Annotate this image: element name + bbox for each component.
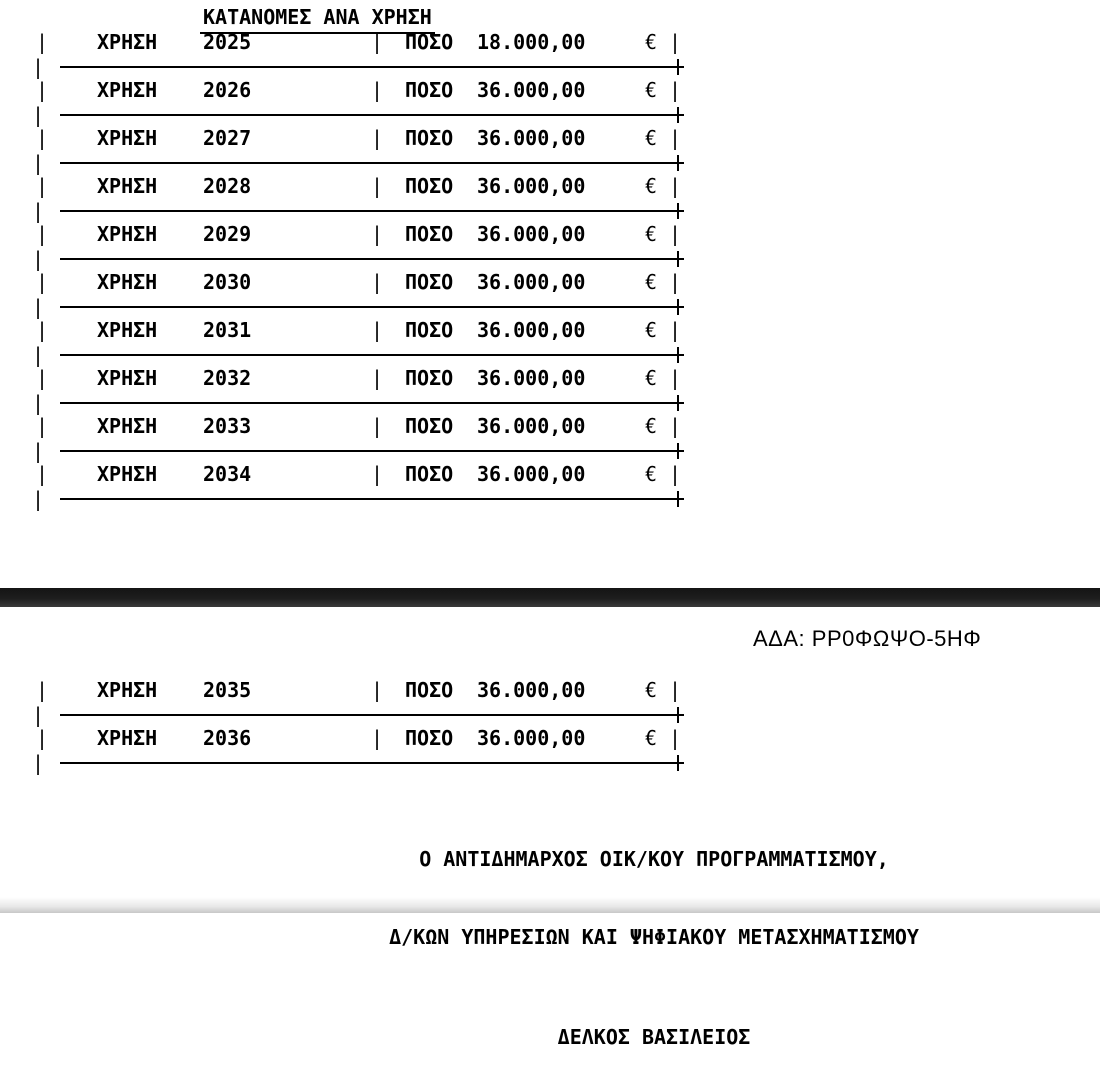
amount-value: 36.000,00 bbox=[477, 126, 586, 150]
column-divider: | bbox=[371, 462, 384, 486]
column-divider: | bbox=[371, 318, 384, 342]
euro-currency-symbol: € bbox=[645, 678, 658, 702]
table-row bbox=[0, 360, 1100, 415]
euro-currency-symbol: € bbox=[645, 174, 658, 198]
year-value: 2027 bbox=[203, 126, 252, 150]
separator-left-border: | bbox=[32, 151, 45, 175]
amount-value: 36.000,00 bbox=[477, 414, 586, 438]
row-separator-line bbox=[60, 402, 684, 404]
row-left-border: | bbox=[36, 222, 49, 246]
separator-left-border: | bbox=[32, 247, 45, 271]
year-value: 2029 bbox=[203, 222, 252, 246]
separator-left-border: | bbox=[32, 391, 45, 415]
table-row bbox=[0, 672, 1100, 727]
row-left-border: | bbox=[36, 726, 49, 750]
row-separator-line bbox=[60, 66, 684, 68]
year-label: ΧΡΗΣΗ bbox=[97, 78, 158, 102]
allocation-table-page1 bbox=[0, 24, 1100, 511]
year-value: 2025 bbox=[203, 30, 252, 54]
euro-currency-symbol: € bbox=[645, 414, 658, 438]
row-right-border: | bbox=[669, 462, 682, 486]
row-right-border: | bbox=[669, 222, 682, 246]
amount-label: ΠΟΣΟ bbox=[405, 270, 454, 294]
euro-currency-symbol: € bbox=[645, 462, 658, 486]
signature-block bbox=[204, 794, 1100, 1076]
year-value: 2032 bbox=[203, 366, 252, 390]
amount-label: ΠΟΣΟ bbox=[405, 30, 454, 54]
separator-left-border: | bbox=[32, 199, 45, 223]
row-right-border: | bbox=[669, 318, 682, 342]
table-title: ΚΑΤΑΝΟΜΕΣ ΑΝΑ ΧΡΗΣΗ bbox=[200, 5, 435, 34]
row-separator-line bbox=[60, 306, 684, 308]
column-divider: | bbox=[371, 174, 384, 198]
row-right-border: | bbox=[669, 78, 682, 102]
amount-label: ΠΟΣΟ bbox=[405, 78, 454, 102]
year-value: 2031 bbox=[203, 318, 252, 342]
amount-label: ΠΟΣΟ bbox=[405, 222, 454, 246]
year-label: ΧΡΗΣΗ bbox=[97, 126, 158, 150]
year-value: 2036 bbox=[203, 726, 252, 750]
table-row bbox=[0, 120, 1100, 175]
separator-end-tick bbox=[677, 491, 679, 507]
amount-label: ΠΟΣΟ bbox=[405, 462, 454, 486]
amount-value: 36.000,00 bbox=[477, 318, 586, 342]
separator-left-border: | bbox=[32, 103, 45, 127]
amount-label: ΠΟΣΟ bbox=[405, 414, 454, 438]
row-right-border: | bbox=[669, 174, 682, 198]
row-right-border: | bbox=[669, 366, 682, 390]
row-separator-line bbox=[60, 762, 684, 764]
year-label: ΧΡΗΣΗ bbox=[97, 462, 158, 486]
euro-currency-symbol: € bbox=[645, 78, 658, 102]
column-divider: | bbox=[371, 270, 384, 294]
amount-label: ΠΟΣΟ bbox=[405, 318, 454, 342]
row-right-border: | bbox=[669, 726, 682, 750]
table-row bbox=[0, 456, 1100, 511]
table-row bbox=[0, 408, 1100, 463]
row-left-border: | bbox=[36, 462, 49, 486]
separator-left-border: | bbox=[32, 343, 45, 367]
amount-value: 36.000,00 bbox=[477, 726, 586, 750]
signature-name: ΔΕΛΚΟΣ ΒΑΣΙΛΕΙΟΣ bbox=[557, 1025, 751, 1049]
signature-title-line1: Ο ΑΝΤΙΔΗΜΑΡΧΟΣ ΟΙΚ/ΚΟΥ ΠΡΟΓΡΑΜΜΑΤΙΣΜΟΥ, bbox=[419, 847, 889, 871]
row-separator-line bbox=[60, 162, 684, 164]
amount-value: 36.000,00 bbox=[477, 366, 586, 390]
separator-left-border: | bbox=[32, 295, 45, 319]
amount-value: 36.000,00 bbox=[477, 222, 586, 246]
row-separator-line bbox=[60, 354, 684, 356]
column-divider: | bbox=[371, 414, 384, 438]
year-label: ΧΡΗΣΗ bbox=[97, 30, 158, 54]
year-value: 2035 bbox=[203, 678, 252, 702]
page-divider-bar bbox=[0, 588, 1100, 607]
year-value: 2033 bbox=[203, 414, 252, 438]
euro-currency-symbol: € bbox=[645, 318, 658, 342]
amount-value: 36.000,00 bbox=[477, 174, 586, 198]
separator-left-border: | bbox=[32, 439, 45, 463]
year-label: ΧΡΗΣΗ bbox=[97, 318, 158, 342]
euro-currency-symbol: € bbox=[645, 366, 658, 390]
table-row bbox=[0, 24, 1100, 79]
year-label: ΧΡΗΣΗ bbox=[97, 678, 158, 702]
amount-value: 18.000,00 bbox=[477, 30, 586, 54]
row-separator-line bbox=[60, 210, 684, 212]
allocation-table-page2 bbox=[0, 672, 1100, 775]
table-row bbox=[0, 216, 1100, 271]
amount-label: ΠΟΣΟ bbox=[405, 726, 454, 750]
year-label: ΧΡΗΣΗ bbox=[97, 174, 158, 198]
column-divider: | bbox=[371, 222, 384, 246]
amount-value: 36.000,00 bbox=[477, 270, 586, 294]
separator-left-border: | bbox=[32, 487, 45, 511]
amount-label: ΠΟΣΟ bbox=[405, 174, 454, 198]
column-divider: | bbox=[371, 726, 384, 750]
year-value: 2034 bbox=[203, 462, 252, 486]
row-left-border: | bbox=[36, 30, 49, 54]
separator-left-border: | bbox=[32, 751, 45, 775]
row-left-border: | bbox=[36, 678, 49, 702]
row-right-border: | bbox=[669, 270, 682, 294]
year-label: ΧΡΗΣΗ bbox=[97, 366, 158, 390]
euro-currency-symbol: € bbox=[645, 30, 658, 54]
year-value: 2030 bbox=[203, 270, 252, 294]
row-separator-line bbox=[60, 498, 684, 500]
separator-end-tick bbox=[677, 755, 679, 771]
row-left-border: | bbox=[36, 414, 49, 438]
amount-label: ΠΟΣΟ bbox=[405, 678, 454, 702]
table-row bbox=[0, 264, 1100, 319]
signature-title-line2: Δ/ΚΩΝ ΥΠΗΡΕΣΙΩΝ ΚΑΙ ΨΗΦΙΑΚΟΥ ΜΕΤΑΣΧΗΜΑΤΙΣΜΟΥ bbox=[389, 925, 919, 949]
row-right-border: | bbox=[669, 30, 682, 54]
row-separator-line bbox=[60, 114, 684, 116]
amount-label: ΠΟΣΟ bbox=[405, 126, 454, 150]
table-row bbox=[0, 312, 1100, 367]
row-right-border: | bbox=[669, 126, 682, 150]
table-row bbox=[0, 720, 1100, 775]
table-row bbox=[0, 72, 1100, 127]
amount-value: 36.000,00 bbox=[477, 678, 586, 702]
row-left-border: | bbox=[36, 126, 49, 150]
row-separator-line bbox=[60, 258, 684, 260]
row-left-border: | bbox=[36, 318, 49, 342]
separator-left-border: | bbox=[32, 703, 45, 727]
year-label: ΧΡΗΣΗ bbox=[97, 726, 158, 750]
ada-reference: ΑΔΑ: ΡΡ0ΦΩΨΟ-5ΗΦ bbox=[753, 626, 982, 651]
year-value: 2028 bbox=[203, 174, 252, 198]
euro-currency-symbol: € bbox=[645, 726, 658, 750]
row-separator-line bbox=[60, 450, 684, 452]
row-right-border: | bbox=[669, 678, 682, 702]
year-label: ΧΡΗΣΗ bbox=[97, 270, 158, 294]
row-left-border: | bbox=[36, 270, 49, 294]
row-left-border: | bbox=[36, 78, 49, 102]
amount-value: 36.000,00 bbox=[477, 78, 586, 102]
column-divider: | bbox=[371, 678, 384, 702]
amount-label: ΠΟΣΟ bbox=[405, 366, 454, 390]
euro-currency-symbol: € bbox=[645, 126, 658, 150]
year-label: ΧΡΗΣΗ bbox=[97, 414, 158, 438]
amount-value: 36.000,00 bbox=[477, 462, 586, 486]
year-label: ΧΡΗΣΗ bbox=[97, 222, 158, 246]
column-divider: | bbox=[371, 366, 384, 390]
column-divider: | bbox=[371, 78, 384, 102]
table-row bbox=[0, 168, 1100, 223]
row-separator-line bbox=[60, 714, 684, 716]
column-divider: | bbox=[371, 30, 384, 54]
euro-currency-symbol: € bbox=[645, 270, 658, 294]
row-right-border: | bbox=[669, 414, 682, 438]
year-value: 2026 bbox=[203, 78, 252, 102]
column-divider: | bbox=[371, 126, 384, 150]
row-left-border: | bbox=[36, 366, 49, 390]
page-bottom-shadow bbox=[0, 897, 1100, 913]
row-left-border: | bbox=[36, 174, 49, 198]
separator-left-border: | bbox=[32, 55, 45, 79]
euro-currency-symbol: € bbox=[645, 222, 658, 246]
